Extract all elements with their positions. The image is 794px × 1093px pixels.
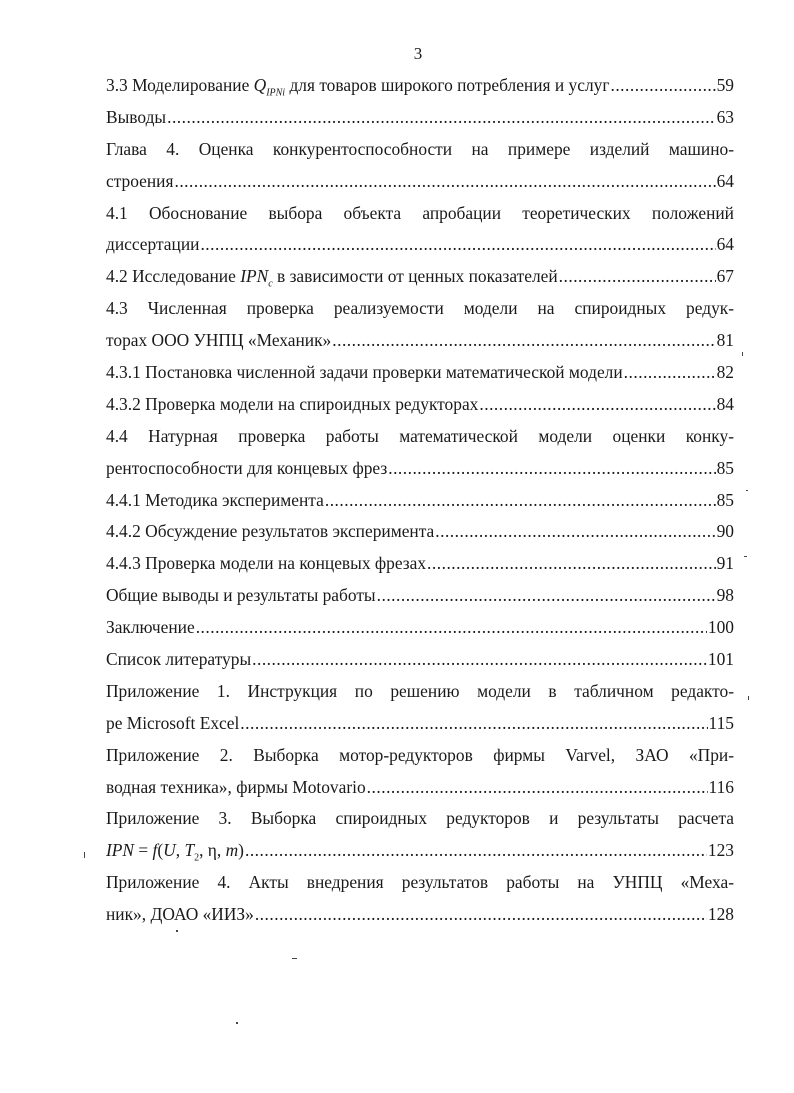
toc-entry-4-3-2 <box>106 389 734 421</box>
toc-entry-4-3-1 <box>106 357 734 389</box>
toc-entry-title: Приложение 4. Акты внедрения результатов работы на УНПЦ «Меха- <box>106 872 734 893</box>
dot-leader <box>427 548 716 580</box>
toc-entry-conclusions <box>106 102 734 134</box>
toc-entry-4-3 <box>106 293 734 325</box>
toc-page-number: 84 <box>716 393 734 414</box>
dot-leader <box>479 389 715 421</box>
dot-leader <box>200 229 715 261</box>
toc-entry-4-1-cont <box>106 229 734 261</box>
toc-entry-title: 4.3.1 Постановка численной задачи проверки математической модели <box>106 362 623 383</box>
dot-leader <box>559 261 716 293</box>
toc-page-number: 115 <box>708 712 734 733</box>
toc-entry-appendix-4 <box>106 867 734 899</box>
page-number: 3 <box>413 44 423 63</box>
toc-page-number: 101 <box>707 649 734 670</box>
toc-entry-title: 4.4.2 Обсуждение результатов эксперимента <box>106 521 435 542</box>
toc-entry-3-3 <box>106 70 734 102</box>
toc-entry-formula: IPN = f(U, $T_2$, η, m) <box>106 840 244 864</box>
toc-page-number: 59 <box>716 75 734 95</box>
toc-entry-title: торах ООО УНПЦ «Механик» <box>106 330 332 351</box>
toc-page-number: 63 <box>716 106 734 127</box>
dot-leader <box>325 485 716 517</box>
toc-entry-4-4-cont <box>106 453 734 485</box>
toc-entry-title: Выводы <box>106 106 167 127</box>
toc-page-number: 98 <box>716 585 734 606</box>
toc-entry-title: Приложение 2. Выборка мотор-редукторов фирмы Varvel, ЗАО «При- <box>106 744 734 765</box>
toc-page-number: 85 <box>716 457 734 478</box>
dot-leader <box>624 357 716 389</box>
toc-entry-4-1 <box>106 198 734 230</box>
scan-speck <box>176 930 178 932</box>
toc-entry-title: 4.4 Натурная проверка работы математической модели оценки конку- <box>106 425 734 446</box>
toc-page-number: 128 <box>707 904 734 925</box>
scan-speck <box>746 490 748 491</box>
toc-entry-title: ник», ДОАО «ИИЗ» <box>106 904 254 925</box>
dot-leader <box>255 899 707 931</box>
toc-page-number: 82 <box>716 362 734 383</box>
toc-entry-title: 4.4.1 Методика эксперимента <box>106 489 324 510</box>
toc-entry-title: 4.3 Численная проверка реализуемости модели на спироидных редук- <box>106 298 734 319</box>
dot-leader <box>377 580 716 612</box>
dot-leader <box>196 612 707 644</box>
dot-leader <box>435 516 715 548</box>
toc-entry-title: Общие выводы и результаты работы <box>106 585 376 606</box>
toc-entry-title: 4.1 Обоснование выбора объекта апробации теоретических положений <box>106 202 734 223</box>
dot-leader <box>174 166 715 198</box>
toc-entry-4-4 <box>106 421 734 453</box>
toc-entry-title: водная техника», фирмы Motovario <box>106 776 366 797</box>
toc-entry-title: 4.3.2 Проверка модели на спироидных редукторах <box>106 393 479 414</box>
toc-entry-title: диссертации <box>106 234 200 255</box>
scan-speck <box>742 352 743 356</box>
toc-entry-chapter-4 <box>106 134 734 166</box>
toc-entry-4-4-3 <box>106 548 734 580</box>
dot-leader <box>240 708 707 740</box>
toc-entry-title: Список литературы <box>106 649 252 670</box>
toc-entry-title: Глава 4. Оценка конкурентоспособности на примере изделий машино- <box>106 138 734 159</box>
toc-page-number: 123 <box>707 840 734 861</box>
toc-entry-4-4-2 <box>106 516 734 548</box>
dot-leader <box>167 102 716 134</box>
toc-entry-appendix-3 <box>106 803 734 835</box>
toc-entry-title: Приложение 1. Инструкция по решению модели в табличном редакто- <box>106 680 734 701</box>
toc-entry-title: 4.4.3 Проверка модели на концевых фрезах <box>106 553 427 574</box>
toc-page-number: 64 <box>716 170 734 191</box>
toc-entry-appendix-4-cont <box>106 899 734 931</box>
toc-entry-title: ре Microsoft Excel <box>106 712 240 733</box>
scan-speck <box>292 958 297 959</box>
toc-page-number: 67 <box>716 266 734 287</box>
toc-entry-title: 3.3 Моделирование $Q_{IPNi}$ для товаров широкого потребления и услуг <box>106 75 610 99</box>
scan-speck <box>84 852 85 858</box>
toc-entry-appendix-2 <box>106 740 734 772</box>
toc-entry-appendix-1-cont <box>106 708 734 740</box>
dot-leader <box>388 453 715 485</box>
dot-leader <box>252 644 707 676</box>
dot-leader <box>610 70 715 102</box>
toc-entry-summary <box>106 612 734 644</box>
dot-leader <box>245 835 707 867</box>
dot-leader <box>332 325 715 357</box>
table-of-contents <box>106 70 734 931</box>
toc-entry-title: строения <box>106 170 174 191</box>
toc-entry-appendix-1 <box>106 676 734 708</box>
toc-entry-chapter-4-cont <box>106 166 734 198</box>
toc-entry-appendix-3-cont <box>106 835 734 867</box>
toc-page-number: 116 <box>708 776 734 797</box>
toc-page-number: 64 <box>716 234 734 255</box>
toc-entry-4-4-1 <box>106 485 734 517</box>
toc-page-number: 81 <box>716 330 734 351</box>
toc-entry-4-2 <box>106 261 734 293</box>
toc-entry-title: 4.2 Исследование $IPN_c$ в зависимости от ценных показателей <box>106 266 558 290</box>
toc-entry-general-conclusions <box>106 580 734 612</box>
toc-entry-references <box>106 644 734 676</box>
toc-page-number: 100 <box>707 617 734 638</box>
dot-leader <box>367 772 708 804</box>
toc-entry-title: Приложение 3. Выборка спироидных редукторов и результаты расчета <box>106 808 734 829</box>
toc-entry-4-3-cont <box>106 325 734 357</box>
toc-entry-title: рентоспособности для концевых фрез <box>106 457 388 478</box>
toc-entry-title: Заключение <box>106 617 195 638</box>
scan-speck <box>744 556 747 557</box>
scan-speck <box>748 696 749 700</box>
toc-page-number: 85 <box>716 489 734 510</box>
scan-speck <box>236 1022 238 1024</box>
toc-page-number: 91 <box>716 553 734 574</box>
toc-entry-appendix-2-cont <box>106 772 734 804</box>
toc-page-number: 90 <box>716 521 734 542</box>
